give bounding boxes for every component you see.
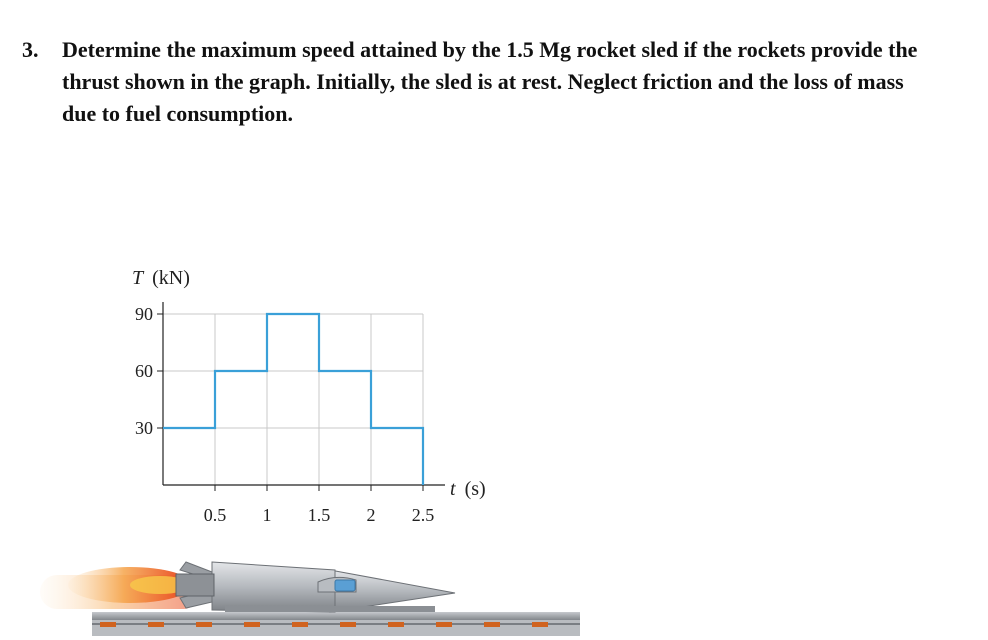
rail-tie bbox=[292, 622, 308, 627]
y-tick-label-0: 30 bbox=[135, 418, 153, 438]
chart-series-layer bbox=[163, 314, 423, 485]
rail-base bbox=[92, 620, 580, 636]
sled-skid bbox=[225, 606, 435, 612]
sled-body bbox=[212, 562, 335, 612]
x-tick-label-0: 0.5 bbox=[203, 505, 227, 525]
series-line-0 bbox=[163, 314, 423, 485]
problem-number: 3. bbox=[22, 37, 39, 62]
x-axis-unit: (s) bbox=[464, 478, 486, 500]
x-tick-label-2: 1.5 bbox=[307, 505, 331, 525]
y-axis-unit: (kN) bbox=[152, 267, 190, 289]
cockpit-window bbox=[335, 580, 355, 591]
rail-tie bbox=[100, 622, 116, 627]
rocket-sled-icon bbox=[40, 562, 580, 636]
rail-tie bbox=[532, 622, 548, 627]
y-tick-label-2: 90 bbox=[135, 304, 153, 324]
x-tick-label-4: 2.5 bbox=[411, 505, 435, 525]
x-axis-label bbox=[450, 478, 486, 500]
rail-tie bbox=[484, 622, 500, 627]
rail-top bbox=[92, 612, 580, 620]
y-axis-label bbox=[132, 267, 190, 289]
rail-tie bbox=[244, 622, 260, 627]
chart-grid bbox=[163, 314, 423, 485]
x-tick-label-3: 2 bbox=[366, 505, 376, 525]
rail-tie bbox=[196, 622, 212, 627]
rail-tie bbox=[388, 622, 404, 627]
rail-tie bbox=[436, 622, 452, 627]
rocket-nozzle bbox=[176, 574, 214, 596]
chart-axes bbox=[163, 302, 445, 485]
x-axis-symbol: t bbox=[450, 478, 456, 500]
rail-tie bbox=[340, 622, 356, 627]
y-tick-label-1: 60 bbox=[135, 361, 153, 381]
y-axis-symbol: T bbox=[132, 267, 144, 289]
chart-ticks bbox=[135, 304, 434, 525]
problem-text: Determine the maximum speed attained by the 1.5 Mg rocket sled if the rockets provide the thrust shown in the graph. Initially, the sled is at rest. Neglect friction and the loss of mass due to fuel consumption. bbox=[62, 37, 918, 126]
rail-tie bbox=[148, 622, 164, 627]
x-tick-label-1: 1 bbox=[262, 505, 272, 525]
